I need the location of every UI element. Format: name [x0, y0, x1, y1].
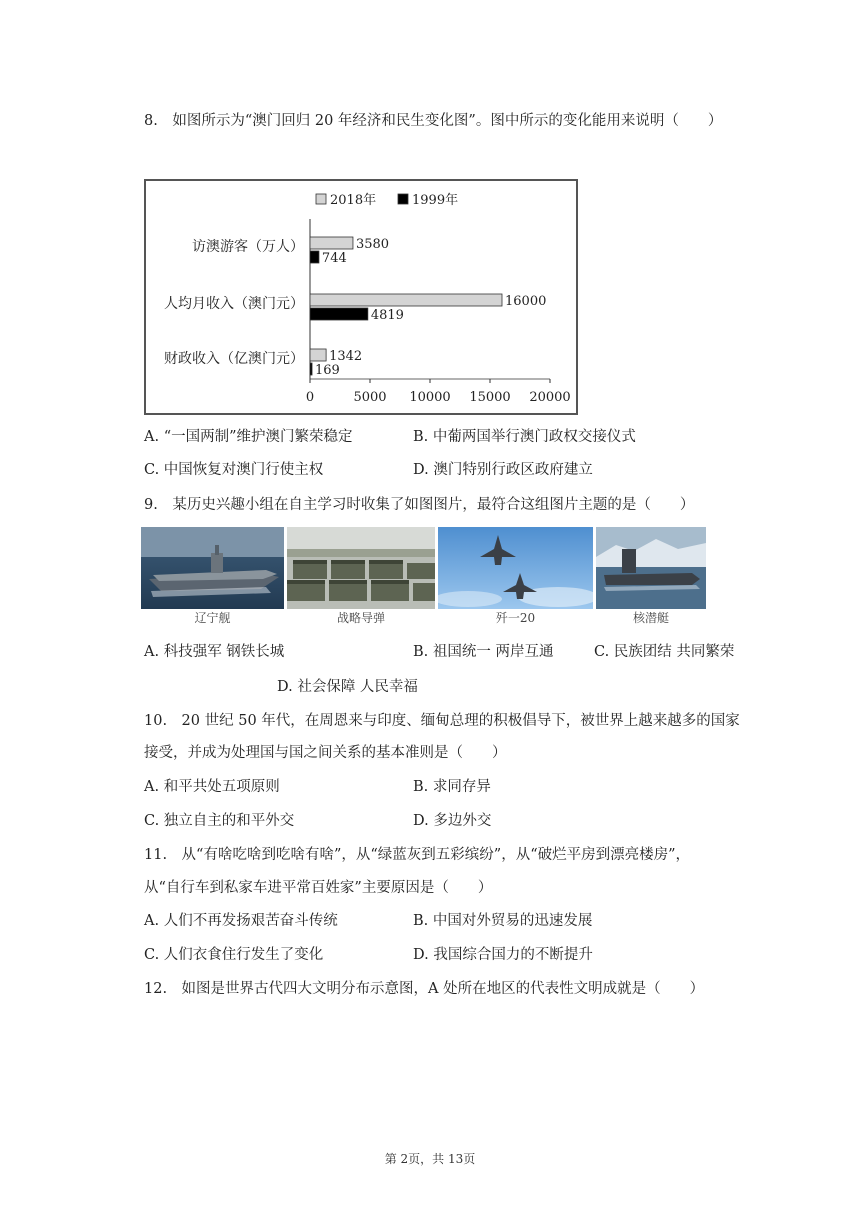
- q12-stem: 12. 如图是世界古代四大文明分布示意图，A 处所在地区的代表性文明成就是（ ）: [144, 981, 705, 997]
- legend-label-1: 1999年: [412, 193, 459, 208]
- photo-j20-fighters: [438, 527, 593, 609]
- x-tick-label-2: 10000: [409, 390, 451, 405]
- page-footer: 第 2页，共 13页: [384, 1152, 476, 1166]
- q10-option-b[interactable]: B. 求同存异: [413, 779, 491, 795]
- q10-option-d[interactable]: D. 多边外交: [413, 813, 492, 829]
- q11-stem-line2: 从“自行车到私家车进平常百姓家”主要原因是（ ）: [144, 880, 493, 896]
- caption-submarine: 核潜艇: [632, 611, 669, 625]
- category-label-1: 人均月收入（澳门元）: [164, 296, 304, 312]
- q8-option-d[interactable]: D. 澳门特别行政区政府建立: [413, 462, 593, 478]
- q9-option-b[interactable]: B. 祖国统一 两岸互通: [413, 644, 554, 660]
- category-label-2: 财政收入（亿澳门元）: [164, 351, 304, 367]
- caption-liaoning: 辽宁舰: [194, 611, 231, 625]
- legend-swatch-1: [398, 194, 408, 204]
- q11-stem-line1: 11. 从“有啥吃啥到吃啥有啥”，从“绿蓝灰到五彩缤纷”，从“破烂平房到漂亮楼房”，: [144, 847, 691, 863]
- bar-2-0: [310, 349, 326, 361]
- x-tick-label-1: 5000: [353, 390, 387, 405]
- q9-option-d[interactable]: D. 社会保障 人民幸福: [277, 679, 418, 695]
- chart-svg: [146, 181, 576, 413]
- bar-value-0-1: 744: [321, 251, 347, 266]
- bar-value-1-0: 16000: [505, 294, 547, 309]
- q11-option-a[interactable]: A. 人们不再发扬艰苦奋斗传统: [144, 913, 338, 929]
- bar-1-1: [310, 308, 368, 320]
- bar-0-0: [310, 237, 353, 249]
- photo-nuclear-submarine: [596, 527, 706, 609]
- bar-2-1: [310, 363, 312, 375]
- q8-option-b[interactable]: B. 中葡两国举行澳门政权交接仪式: [413, 429, 636, 445]
- q10-option-a[interactable]: A. 和平共处五项原则: [144, 779, 280, 795]
- q10-option-c[interactable]: C. 独立自主的和平外交: [144, 813, 295, 829]
- caption-j20: 歼一20: [495, 611, 536, 625]
- q10-stem-line2: 接受，并成为处理国与国之间关系的基本准则是（ ）: [144, 745, 507, 761]
- q11-option-d[interactable]: D. 我国综合国力的不断提升: [413, 947, 593, 963]
- q8-stem: 8. 如图所示为“澳门回归 20 年经济和民生变化图”。图中所示的变化能用来说明（ ）: [144, 113, 723, 129]
- q8-option-c[interactable]: C. 中国恢复对澳门行使主权: [144, 462, 324, 478]
- q8-option-a[interactable]: A. “一国两制”维护澳门繁荣稳定: [144, 429, 353, 445]
- q9-stem: 9. 某历史兴趣小组在自主学习时收集了如图图片，最符合这组图片主题的是（ ）: [144, 497, 695, 513]
- caption-missiles: 战略导弹: [336, 611, 385, 625]
- macau-bar-chart: [144, 179, 578, 415]
- q11-option-c[interactable]: C. 人们衣食住行发生了变化: [144, 947, 324, 963]
- x-tick-label-3: 15000: [469, 390, 511, 405]
- legend-swatch-0: [316, 194, 326, 204]
- q9-option-c[interactable]: C. 民族团结 共同繁荣: [594, 644, 735, 660]
- q9-option-a[interactable]: A. 科技强军 钢铁长城: [144, 644, 285, 660]
- x-tick-label-0: 0: [305, 390, 315, 405]
- bar-value-2-1: 169: [315, 363, 340, 378]
- category-label-0: 访澳游客（万人）: [192, 239, 304, 255]
- bar-value-0-0: 3580: [355, 237, 390, 252]
- q10-stem-line1: 10. 20 世纪 50 年代，在周恩来与印度、缅甸总理的积极倡导下，被世界上越来越多的国家: [144, 713, 740, 729]
- q11-option-b[interactable]: B. 中国对外贸易的迅速发展: [413, 913, 593, 929]
- bar-value-1-1: 4819: [370, 308, 404, 323]
- photo-strategic-missiles: [287, 527, 435, 609]
- x-tick-label-4: 20000: [529, 390, 571, 405]
- legend-label-0: 2018年: [330, 193, 377, 208]
- bar-0-1: [310, 251, 319, 263]
- bar-value-2-0: 1342: [329, 349, 363, 364]
- photo-liaoning-carrier: [141, 527, 284, 609]
- bar-1-0: [310, 294, 502, 306]
